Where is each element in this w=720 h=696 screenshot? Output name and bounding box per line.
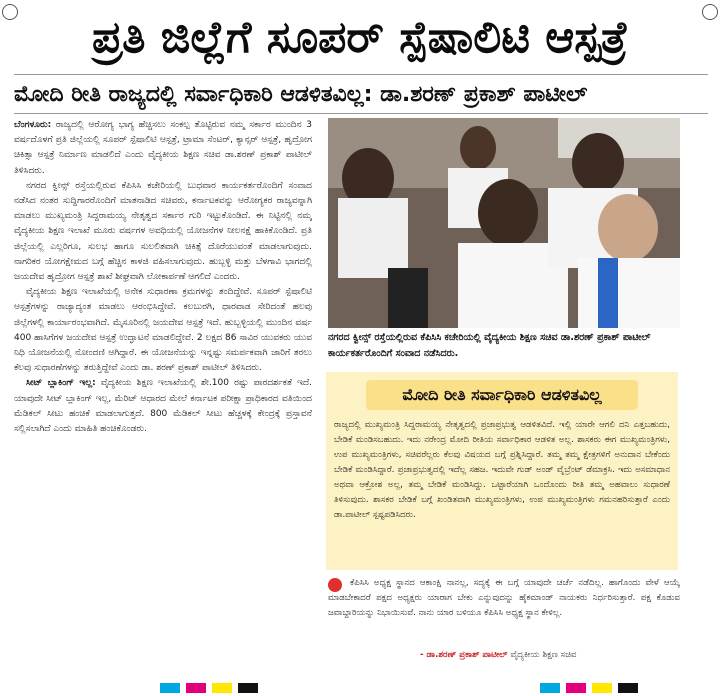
- photo-caption: ನಗರದ ಕ್ವೀನ್ಸ್ ರಸ್ತೆಯಲ್ಲಿರುವ ಕೆಪಿಸಿಸಿ ಕಚೇರಿಯಲ್ಲಿ ವೈದ್ಯಕೀಯ ಶಿಕ್ಷಣ ಸಚಿವ ಡಾ.ಶರಣ್ ಪ್ರಕಾಶ್ ಪಾಟೀಲ್ ಕಾರ್ಯಕರ್ತರೊಂದಿಗೆ ಸಂವಾದ ನಡೆಸಿದರು.: [328, 332, 651, 359]
- quote-byline: [420, 648, 680, 662]
- article-paragraph: [14, 118, 312, 179]
- seat-block-label: ಸೀಟ್ ಬ್ಲಾಕಿಂಗ್ ಇಲ್ಲ:: [26, 378, 96, 389]
- subhead-rule: [14, 113, 708, 114]
- headline-rule: [14, 74, 708, 75]
- color-bar-cyan: [160, 683, 180, 693]
- quote-text: ಕೆಪಿಸಿಸಿ ಅಧ್ಯಕ್ಷ ಸ್ಥಾನದ ಆಕಾಂಕ್ಷಿ ನಾನಲ್ಲ, ಸದ್ಯಕ್ಕೆ ಈ ಬಗ್ಗೆ ಯಾವುದೇ ಚರ್ಚೆ ನಡೆದಿಲ್ಲ. ಹಾಗೊಂದು ವೇಳೆ ಆಯ್ಕೆ ಮಾಡಬೇಕಾದರೆ ಪಕ್ಷದ ಅಧ್ಯಕ್ಷರು ಯಾರಾಗ ಬೇಕು ಎನ್ನುವುದನ್ನು ಹೈಕಮಾಂಡ್ ನಾಯಕರು ನಿರ್ಧರಿಸುತ್ತಾರೆ. ಪಕ್ಷ ಕೊಡುವ ಜವಾಬ್ದಾರಿಯನ್ನು ನಿಭಾಯಿಸುವೆ. ನಾನು ಯಾರ ಬಳಿಯೂ ಕೆಪಿಸಿಸಿ ಅಧ್ಯಕ್ಷ ಸ್ಥಾನ ಕೇಳಿಲ್ಲ.: [328, 578, 680, 618]
- registration-mark-icon: [2, 4, 18, 20]
- color-bar-yellow: [592, 683, 612, 693]
- print-color-bars: [160, 683, 720, 693]
- color-bar-magenta: [566, 683, 586, 693]
- quote-author-title: ವೈದ್ಯಕೀಯ ಶಿಕ್ಷಣ ಸಚಿವ: [510, 650, 577, 660]
- news-photo: [328, 118, 680, 328]
- color-bar-magenta: [186, 683, 206, 693]
- headline: ಪ್ರತಿ ಜಿಲ್ಲೆಗೆ ಸೂಪರ್ ಸ್ಪೆಷಾಲಿಟಿ ಆಸ್ಪತ್ರೆ: [92, 12, 628, 63]
- subheadline: ಮೋದಿ ರೀತಿ ರಾಜ್ಯದಲ್ಲಿ ಸರ್ವಾಧಿಕಾರಿ ಆಡಳಿತವಿಲ್ಲ: ಡಾ.ಶರಣ್ ಪ್ರಕಾಶ್ ಪಾಟೀಲ್: [14, 82, 588, 107]
- registration-mark-icon: [702, 4, 718, 20]
- news-photo-illustration: [328, 118, 680, 328]
- paragraph-text: ರಾಜ್ಯದಲ್ಲಿ ಆರೋಗ್ಯ ಭಾಗ್ಯ ಹೆಚ್ಚಿಸಲು ಸಂಕಲ್ಪ ತೊಟ್ಟಿರುವ ನಮ್ಮ ಸರ್ಕಾರ ಮುಂದಿನ 3 ವರ್ಷದೊಳಗೆ ಪ್ರತಿ ಜಿಲ್ಲೆಯಲ್ಲಿ ಸೂಪರ್ ಸ್ಪೆಷಾಲಿಟಿ ಆಸ್ಪತ್ರೆ, ಟ್ರಾಮಾ ಸೆಂಟರ್, ಕ್ಯಾನ್ಸರ್ ಆಸ್ಪತ್ರೆ, ಹೃದ್ರೋಗ ಚಿಕಿತ್ಸಾ ಆಸ್ಪತ್ರೆ ನಿರ್ಮಾಣ ಮಾಡಲಿದೆ ಎಂದು ವೈದ್ಯಕೀಯ ಶಿಕ್ಷಣ ಸಚಿವ ಡಾ.ಶರಣ್ ಪ್ರಕಾಶ್ ಪಾಟೀಲ್ ತಿಳಿಸಿದರು.: [14, 120, 312, 176]
- color-bar-black: [238, 683, 258, 693]
- box-body: ರಾಜ್ಯದಲ್ಲಿ ಮುಖ್ಯಮಂತ್ರಿ ಸಿದ್ದರಾಮಯ್ಯ ನೇತೃತ್ವದಲ್ಲಿ ಪ್ರಜಾಪ್ರಭುತ್ವ ಆಡಳಿತವಿದೆ. ಇಲ್ಲಿ ಯಾರೇ ಆಗಲಿ ದನಿ ಎತ್ತಬಹುದು, ಬೇಡಿಕೆ ಮಂಡಿಸಬಹುದು. ಇದು ನರೇಂದ್ರ ಮೋದಿ ರೀತಿಯ ಸರ್ವಾಧಿಕಾರ ಆಡಳಿತ ಅಲ್ಲ. ಶಾಸಕರು ಈಗ ಮುಖ್ಯಮಂತ್ರಿಗಳು, ಉಪ ಮುಖ್ಯಮಂತ್ರಿಗಳು, ಸಚಿವರೆಲ್ಲರು ಕೆಲವು ವಿಷಯದ ಬಗ್ಗೆ ಪ್ರಶ್ನಿಸಿದ್ದಾರೆ. ತಮ್ಮ ತಮ್ಮ ಕ್ಷೇತ್ರಗಳಿಗೆ ಅನುದಾನ ಬೇಕೆಂದು ಬೇಡಿಕೆ ಮಂಡಿಸಿದ್ದಾರೆ. ಪ್ರಜಾಪ್ರಭುತ್ವದಲ್ಲಿ ಇದೆಲ್ಲ ಸಹಜ. ಇದುವೇ ಗುಡ್ ಅಂಡ್ ವೈಬ್ರೆಂಟ್ ಡೆಮಾಕ್ರಸಿ. ಇದು ಅಸಮಾಧಾನ ಅಥವಾ ಆಕ್ರೋಶ ಅಲ್ಲ, ತಮ್ಮ ಬೇಡಿಕೆ ಮಂಡಿಸಿದ್ದು. ಒಟ್ಟಾರೆಯಾಗಿ ಒಂದೊಂದು ರೀತಿ ತಮ್ಮ ಅಹವಾಲು ಸುಧಾರಣೆ ತಿಳಿಸುವುದು. ಶಾಸಕರ ಬೇಡಿಕೆ ಬಗ್ಗೆ ಖಂಡಿತವಾಗಿ ಮುಖ್ಯಮಂತ್ರಿಗಳು, ಉಪ ಮುಖ್ಯಮಂತ್ರಿಗಳು ಗಮನಹರಿಸುತ್ತಾರೆ ಎಂದು ಡಾ.ಪಾಟೀಲ್ ಸ್ಪಷ್ಟಪಡಿಸಿದರು.: [334, 420, 670, 520]
- article-body: [14, 118, 312, 670]
- article-paragraph: ವೈದ್ಯಕೀಯ ಶಿಕ್ಷಣ ಇಲಾಖೆಯಲ್ಲಿ ಅನೇಕ ಸುಧಾರಣಾ ಕ್ರಮಗಳನ್ನು ತಂದಿದ್ದೇವೆ. ಸೂಪರ್ ಸ್ಪೆಷಾಲಿಟಿ ಆಸ್ಪತ್ರೆಗಳನ್ನು ರಾಜ್ಯಾದ್ಯಂತ ಮಾಡಲು ಆರಂಭಿಸಿದ್ದೇವೆ. ಕಲಬುರಗಿ, ಧಾರವಾಡ ಸೇರಿದಂತೆ ಹಲವು ಜಿಲ್ಲೆಗಳಲ್ಲಿ ಕಾರ್ಯಾರಂಭವಾಗಿದೆ. ಮೈಸೂರಿನಲ್ಲಿ ಜಯದೇವ ಆಸ್ಪತ್ರೆ ಇದೆ. ಹುಬ್ಬಳ್ಳಿಯಲ್ಲಿ ಮುಂದಿನ ವರ್ಷ 400 ಹಾಸಿಗೆಗಳ ಜಯದೇವ ಆಸ್ಪತ್ರೆ ಉದ್ಘಾಟನೆ ಮಾಡಲಿದ್ದೇವೆ. 2 ಲಕ್ಷದ 86 ಸಾವಿರ ಯುವಕರು ಯುವ ನಿಧಿ ಯೋಜನೆಯಲ್ಲಿ ನೋಂದಣಿ ಆಗಿದ್ದಾರೆ. ಈ ಯೋಜನೆಯನ್ನು ಇನ್ನಷ್ಟು ಸಮರ್ಪಕವಾಗಿ ಜಾರಿಗೆ ತರಲು ಕೆಲವು ಸುಧಾರಣೆಗಳನ್ನು ತರುತ್ತಿದ್ದೇವೆ ಎಂದು ಡಾ. ಶರಣ್ ಪ್ರಕಾಶ್ ಪಾಟೀಲ್ ತಿಳಿಸಿದರು.: [14, 287, 312, 374]
- quote-author: - ಡಾ.ಶರಣ್ ಪ್ರಕಾಶ್ ಪಾಟೀಲ್: [420, 650, 508, 660]
- color-bar-black: [618, 683, 638, 693]
- sidebar-box: [326, 372, 678, 570]
- article-paragraph: [14, 376, 312, 437]
- color-bar-yellow: [212, 683, 232, 693]
- seat-block-text: ವೈದ್ಯಕೀಯ ಶಿಕ್ಷಣ ಇಲಾಖೆಯಲ್ಲಿ ಶೇ.100 ರಷ್ಟು ಪಾರದರ್ಶಕತೆ ಇದೆ. ಯಾವುದೇ ಸೀಟ್ ಬ್ಲಾಕಿಂಗ್ ಇಲ್ಲ, ಮೆರಿಟ್ ಆಧಾರದ ಮೇಲೆ ಕರ್ನಾಟಕ ಪರೀಕ್ಷಾ ಪ್ರಾಧಿಕಾರದ ವತಿಯಿಂದ ಮೆಡಿಕಲ್ ಸೀಟು ಹಂಚಿಕೆ ಮಾಡಲಾಗುತ್ತದೆ. 800 ಮೆಡಿಕಲ್ ಸೀಟು ಹೆಚ್ಚಳಕ್ಕೆ ಕೇಂದ್ರಕ್ಕೆ ಪ್ರಸ್ತಾವನೆ ಸಲ್ಲಿಸಲಾಗಿದೆ ಎಂದು ಮಾಹಿತಿ ಹಂಚಿಕೊಂಡರು.: [14, 378, 312, 435]
- box-title: ಮೋದಿ ರೀತಿ ಸರ್ವಾಧಿಕಾರಿ ಆಡಳಿತವಿಲ್ಲ: [366, 380, 638, 410]
- article-paragraph: ನಗರದ ಕ್ವೀನ್ಸ್ ರಸ್ತೆಯಲ್ಲಿರುವ ಕೆಪಿಸಿಸಿ ಕಚೇರಿಯಲ್ಲಿ ಬುಧವಾರ ಕಾರ್ಯಕರ್ತರೊಂದಿಗೆ ಸಂವಾದ ನಡೆಸಿದ ನಂತರ ಸುದ್ದಿಗಾರರೊಂದಿಗೆ ಮಾತನಾಡಿದ ಸಚಿವರು, ಕರ್ನಾಟಕವನ್ನು ಆರೋಗ್ಯಕರ ರಾಜ್ಯವನ್ನಾಗಿ ಮಾಡಲು ಮುಖ್ಯಮಂತ್ರಿ ಸಿದ್ದರಾಮಯ್ಯ ನೇತೃತ್ವದ ಸರ್ಕಾರ ಗುರಿ ಇಟ್ಟುಕೊಂಡಿದೆ. ಈ ನಿಟ್ಟಿನಲ್ಲಿ ನಮ್ಮ ವೈದ್ಯಕೀಯ ಶಿಕ್ಷಣ ಇಲಾಖೆ ಮೂರು ವರ್ಷಗಳ ಅವಧಿಯಲ್ಲಿ ಯೋಜನೆಗಳ ನೀಲನಕ್ಷೆ ಹಾಕಿಕೊಂಡಿದೆ. ಪ್ರತಿ ಜಿಲ್ಲೆಯಲ್ಲಿ ಎಲ್ಲರಿಗೂ, ಸುಲಭ ಹಾಗೂ ಸುಲಲಿತವಾಗಿ ಚಿಕಿತ್ಸೆ ದೊರೆಯುವಂತೆ ಮಾಡಲಾಗುವುದು. ನಾಗರಿಕರ ಯೋಗಕ್ಷೇಮದ ಬಗ್ಗೆ ಹೆಚ್ಚಿನ ಕಾಳಜಿ ವಹಿಸಲಾಗುವುದು. ಹುಬ್ಬಳ್ಳಿ ಮತ್ತು ಬೆಳಗಾವಿ ಭಾಗದಲ್ಲಿ ಜಯದೇವ ಹೃದ್ರೋಗ ಆಸ್ಪತ್ರೆ ಶಾಖೆ ಶೀಘ್ರವಾಗಿ ಲೋಕಾರ್ಪಣೆ ಆಗಲಿದೆ ಎಂದರು.: [14, 180, 312, 283]
- color-bar-cyan: [540, 683, 560, 693]
- dateline: ಬೆಂಗಳೂರು:: [14, 120, 52, 130]
